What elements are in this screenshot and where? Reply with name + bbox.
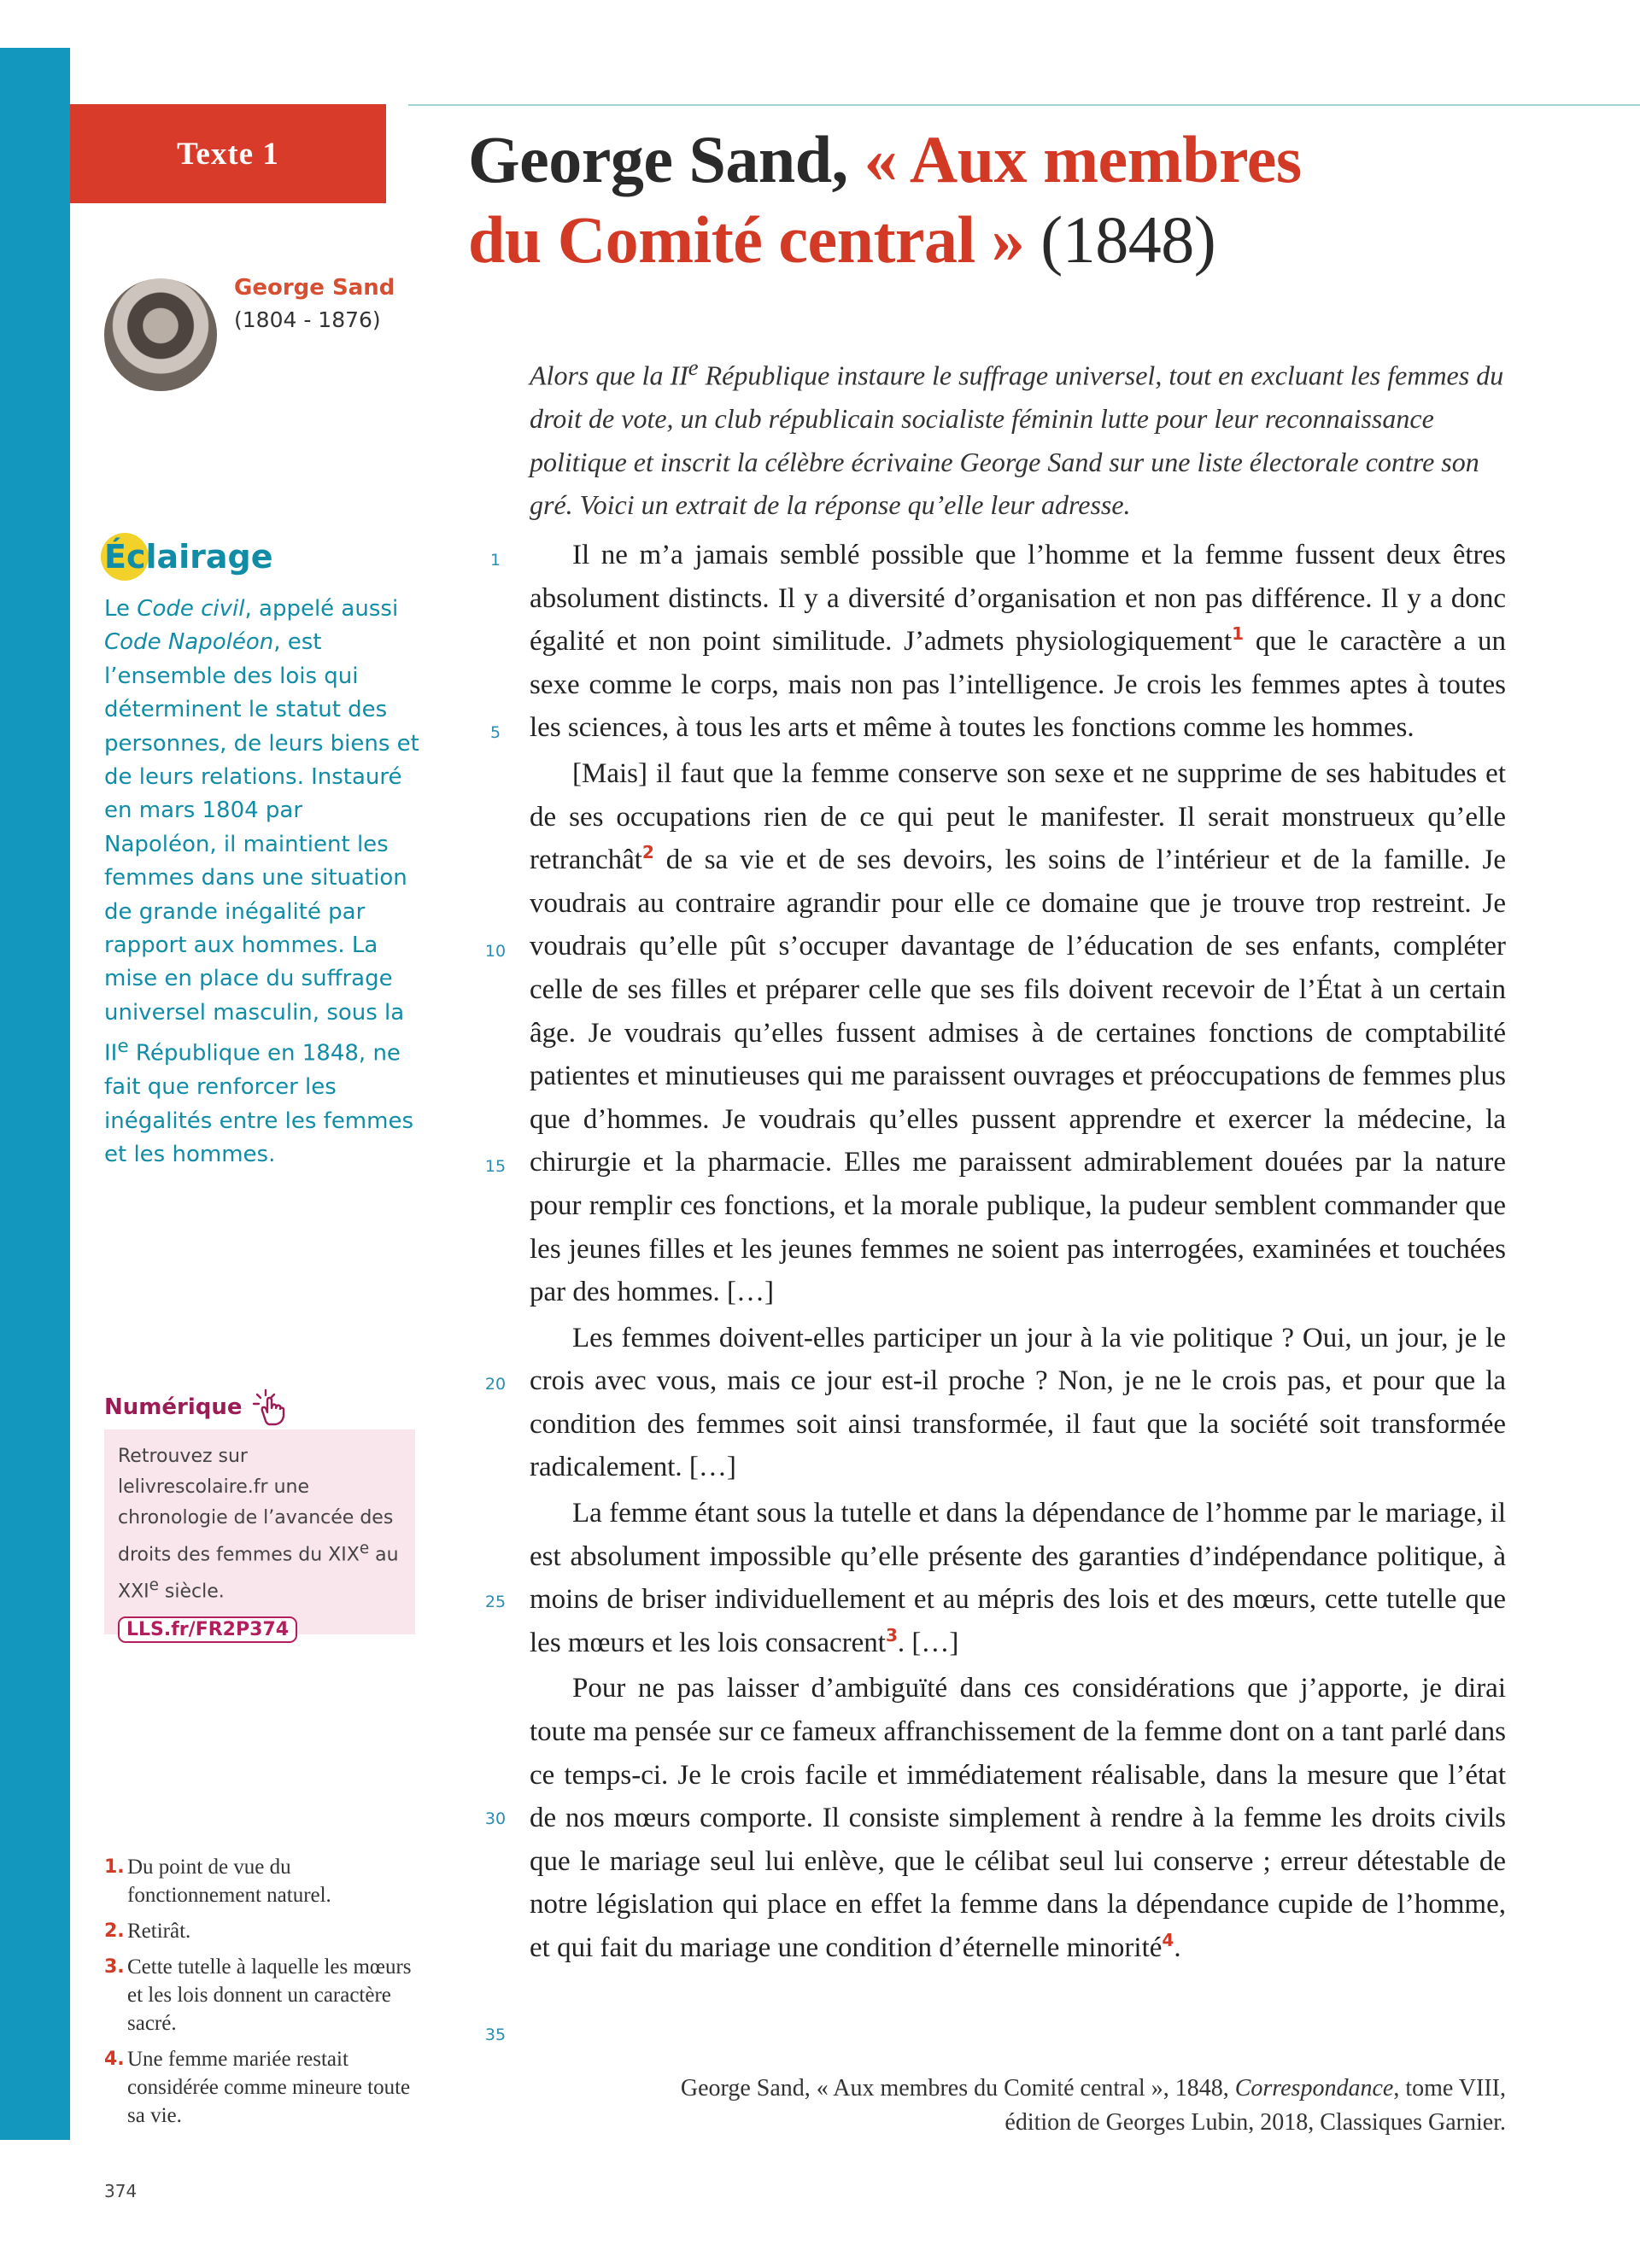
text-part: [Mais] il faut que la femme conserve son sexe et ne supprime de ses habitudes et de ses occupations rien de ce qui peut le manifester. Il serait monstrueux qu’elle retranchât [530,757,1506,876]
title-quote-line1: « Aux membres [864,122,1302,196]
footnote-text: Du point de vue du fonctionnement naturel. [127,1856,331,1907]
eclairage-text [104,593,420,1172]
title-author: George Sand, [468,122,864,196]
eclairage-part: , appelé aussi [244,596,399,622]
footnote-item [104,1917,420,1945]
footnote-text: Une femme mariée restait considérée comme mineure toute sa vie. [127,2048,411,2127]
eclairage-part: République en 1848, ne fait que renforcer les inégalités entre les femmes et les hommes. [104,1040,414,1168]
note-ref: 3 [885,1624,898,1645]
text-label: Texte 1 [70,104,386,203]
numerique-text [118,1441,403,1608]
eclairage-code-napoleon: Code Napoléon [104,629,274,656]
eclairage-sup: e [117,1036,129,1058]
text-part: Il ne m’a jamais semblé possible que l’homme et la femme fussent deux êtres absolument distincts. Il y a diversité d’organisation et non pas différence. Il y a donc égalité et non point similitude. J’admets physiologiquement [530,540,1506,658]
note-ref: 4 [1162,1930,1174,1950]
intro-part: Alors que la II [530,359,688,391]
main-text [530,534,1506,1973]
eclairage-code-civil: Code civil [137,596,245,622]
numerique-part: Retrouvez sur lelivrescolaire.fr une chronologie de l’avancée des droits des femmes du XIX [118,1446,394,1566]
text-part: que le caractère a un sexe comme le corps, mais non pas l’intelligence. Je crois les femmes aptes à toutes les sciences, à tous les arts et même à toutes les fonctions comme les hommes. [530,626,1507,744]
numerique-sup: e [149,1576,159,1595]
footnote-item [104,1953,420,2037]
footnote-item [104,2045,420,2130]
numerique-header [104,1387,298,1428]
note-ref: 2 [641,842,654,863]
line-number: 25 [484,1593,507,1611]
line-number: 35 [484,2025,507,2044]
numerique-part: siècle. [158,1581,225,1603]
header-rule [408,104,1640,106]
text-paragraph [530,1667,1506,1969]
text-part: Les femmes doivent-elles participer un jour à la vie politique ? Oui, un jour, je le crois avec vous, mais ce jour est-il proche ? Non, je ne le crois pas, et pour que la condition des femmes soit ainsi transformée, il faut que la société soit transformée radicalement. […] [530,1322,1506,1483]
author-dates: (1804 - 1876) [234,307,381,332]
footnote-item [104,1853,420,1909]
line-number: 5 [489,723,501,742]
text-paragraph [530,534,1506,750]
footnote-number: 1. [104,1856,125,1878]
page-number: 374 [104,2181,138,2201]
line-number: 10 [484,942,507,961]
footnote-number: 3. [104,1956,125,1978]
text-paragraph [530,752,1506,1314]
text-part: Pour ne pas laisser d’ambiguïté dans ces considérations que j’apporte, je dirai toute ma pensée sur ce fameux affranchissement de la femme dont on a tant parlé dans ce temps-ci. Je le crois facile et immédiatement réalisable, dans la mesure que l’état de nos mœurs comporte. Il consiste simplement à rendre à la femme les droits civils que le mariage seul lui enlève, que le célibat seul lui conserve ; erreur détestable de notre législation qui place en effet la femme dans la dépendance cupide de l’homme, et qui fait du mariage une condition d’éternelle minorité [530,1673,1506,1963]
numerique-box [104,1429,415,1640]
text-part: . [1174,1932,1181,1963]
title-year: (1848) [1024,202,1216,277]
line-number: 15 [484,1157,507,1176]
line-number: 1 [489,551,501,570]
numerique-part: au XXI [118,1544,399,1603]
author-name: George Sand [234,275,395,301]
eclairage-part: , est l’ensemble des lois qui déterminent le statut des personnes, de leurs biens et de leurs relations. Instauré en mars 1804 par Napoléon, il maintient les femmes dans une situation de grande inégalité par rapport aux hommes. La mise en place du suffrage universel masculin, sous la II [104,629,419,1067]
numerique-sup: e [359,1540,370,1558]
tap-hand-icon [250,1387,298,1428]
page-title [468,120,1578,280]
source-part: édition de Georges Lubin, 2018, Classiques Garnier. [1004,2109,1506,2136]
title-quote-line2: du Comité central » [468,202,1025,277]
footnotes [104,1853,420,2137]
source-title: Correspondance [1234,2075,1394,2101]
left-color-bar [0,48,70,2140]
intro-part: République instaure le suffrage universel, tout en excluant les femmes du droit de vote, un club républicain socialiste féminin lutte pour leur reconnaissance politique et inscrit la célèbre écrivaine George Sand sur une liste électorale contre son gré. Voici un extrait de la réponse qu’elle leur adresse. [530,359,1504,521]
footnote-text: Cette tutelle à laquelle les mœurs et les lois donnent un caractère sacré. [127,1955,412,2035]
note-ref: 1 [1232,623,1245,645]
line-number: 20 [484,1375,507,1394]
eclairage-title: Éclairage [104,538,273,576]
intro-sup: e [688,354,699,380]
eclairage-header [104,529,273,584]
intro-paragraph [530,346,1506,527]
footnote-number: 4. [104,2049,125,2070]
text-part: de sa vie et de ses devoirs, les soins de l’intérieur et de la famille. Je voudrais au contraire agrandir pour elle ce domaine que je trouve trop restreint. Je voudrais qu’elle pût s’occuper davantage de l’éducation de ses enfants, compléter celle de ses filles et préparer celle que ses fils doivent recevoir de l’État à un certain âge. Je voudrais qu’elles fussent admises à de certaines fonctions de comptabilité patientes et minutieuses qui me paraissent ouvrages et préoccupations de femmes plus que d’hommes. Je voudrais qu’elles pussent apprendre et exercer la médecine, la chirurgie et la pharmacie. Elles me paraissent admirablement douées par la nature pour remplir ces fonctions, et la morale publique, la pudeur semblent commander que les jeunes filles et les jeunes femmes ne soient pas interrogées, examinées et touchées par des hommes. […] [530,845,1506,1308]
eclairage-part: Le [104,596,138,622]
text-paragraph [530,1492,1506,1664]
numerique-link[interactable]: LLS.fr/FR2P374 [118,1616,297,1643]
author-portrait [104,278,217,391]
text-part: . […] [897,1627,959,1658]
line-number: 30 [484,1809,507,1828]
footnote-text: Retirât. [127,1920,191,1943]
text-paragraph [530,1317,1506,1489]
text-part: La femme étant sous la tutelle et dans la dépendance de l’homme par le mariage, il est absolument impossible qu’elle présente des garanties d’indépendance politique, à moins de briser individuellement et au mépris des lois et des mœurs, cette tutelle que les mœurs et les lois consacrent [530,1498,1506,1658]
source-citation [530,2072,1506,2140]
source-part: , tome VIII, [1393,2075,1506,2101]
numerique-title: Numérique [104,1394,243,1420]
footnote-number: 2. [104,1920,125,1942]
source-part: George Sand, « Aux membres du Comité central », 1848, [680,2075,1235,2101]
